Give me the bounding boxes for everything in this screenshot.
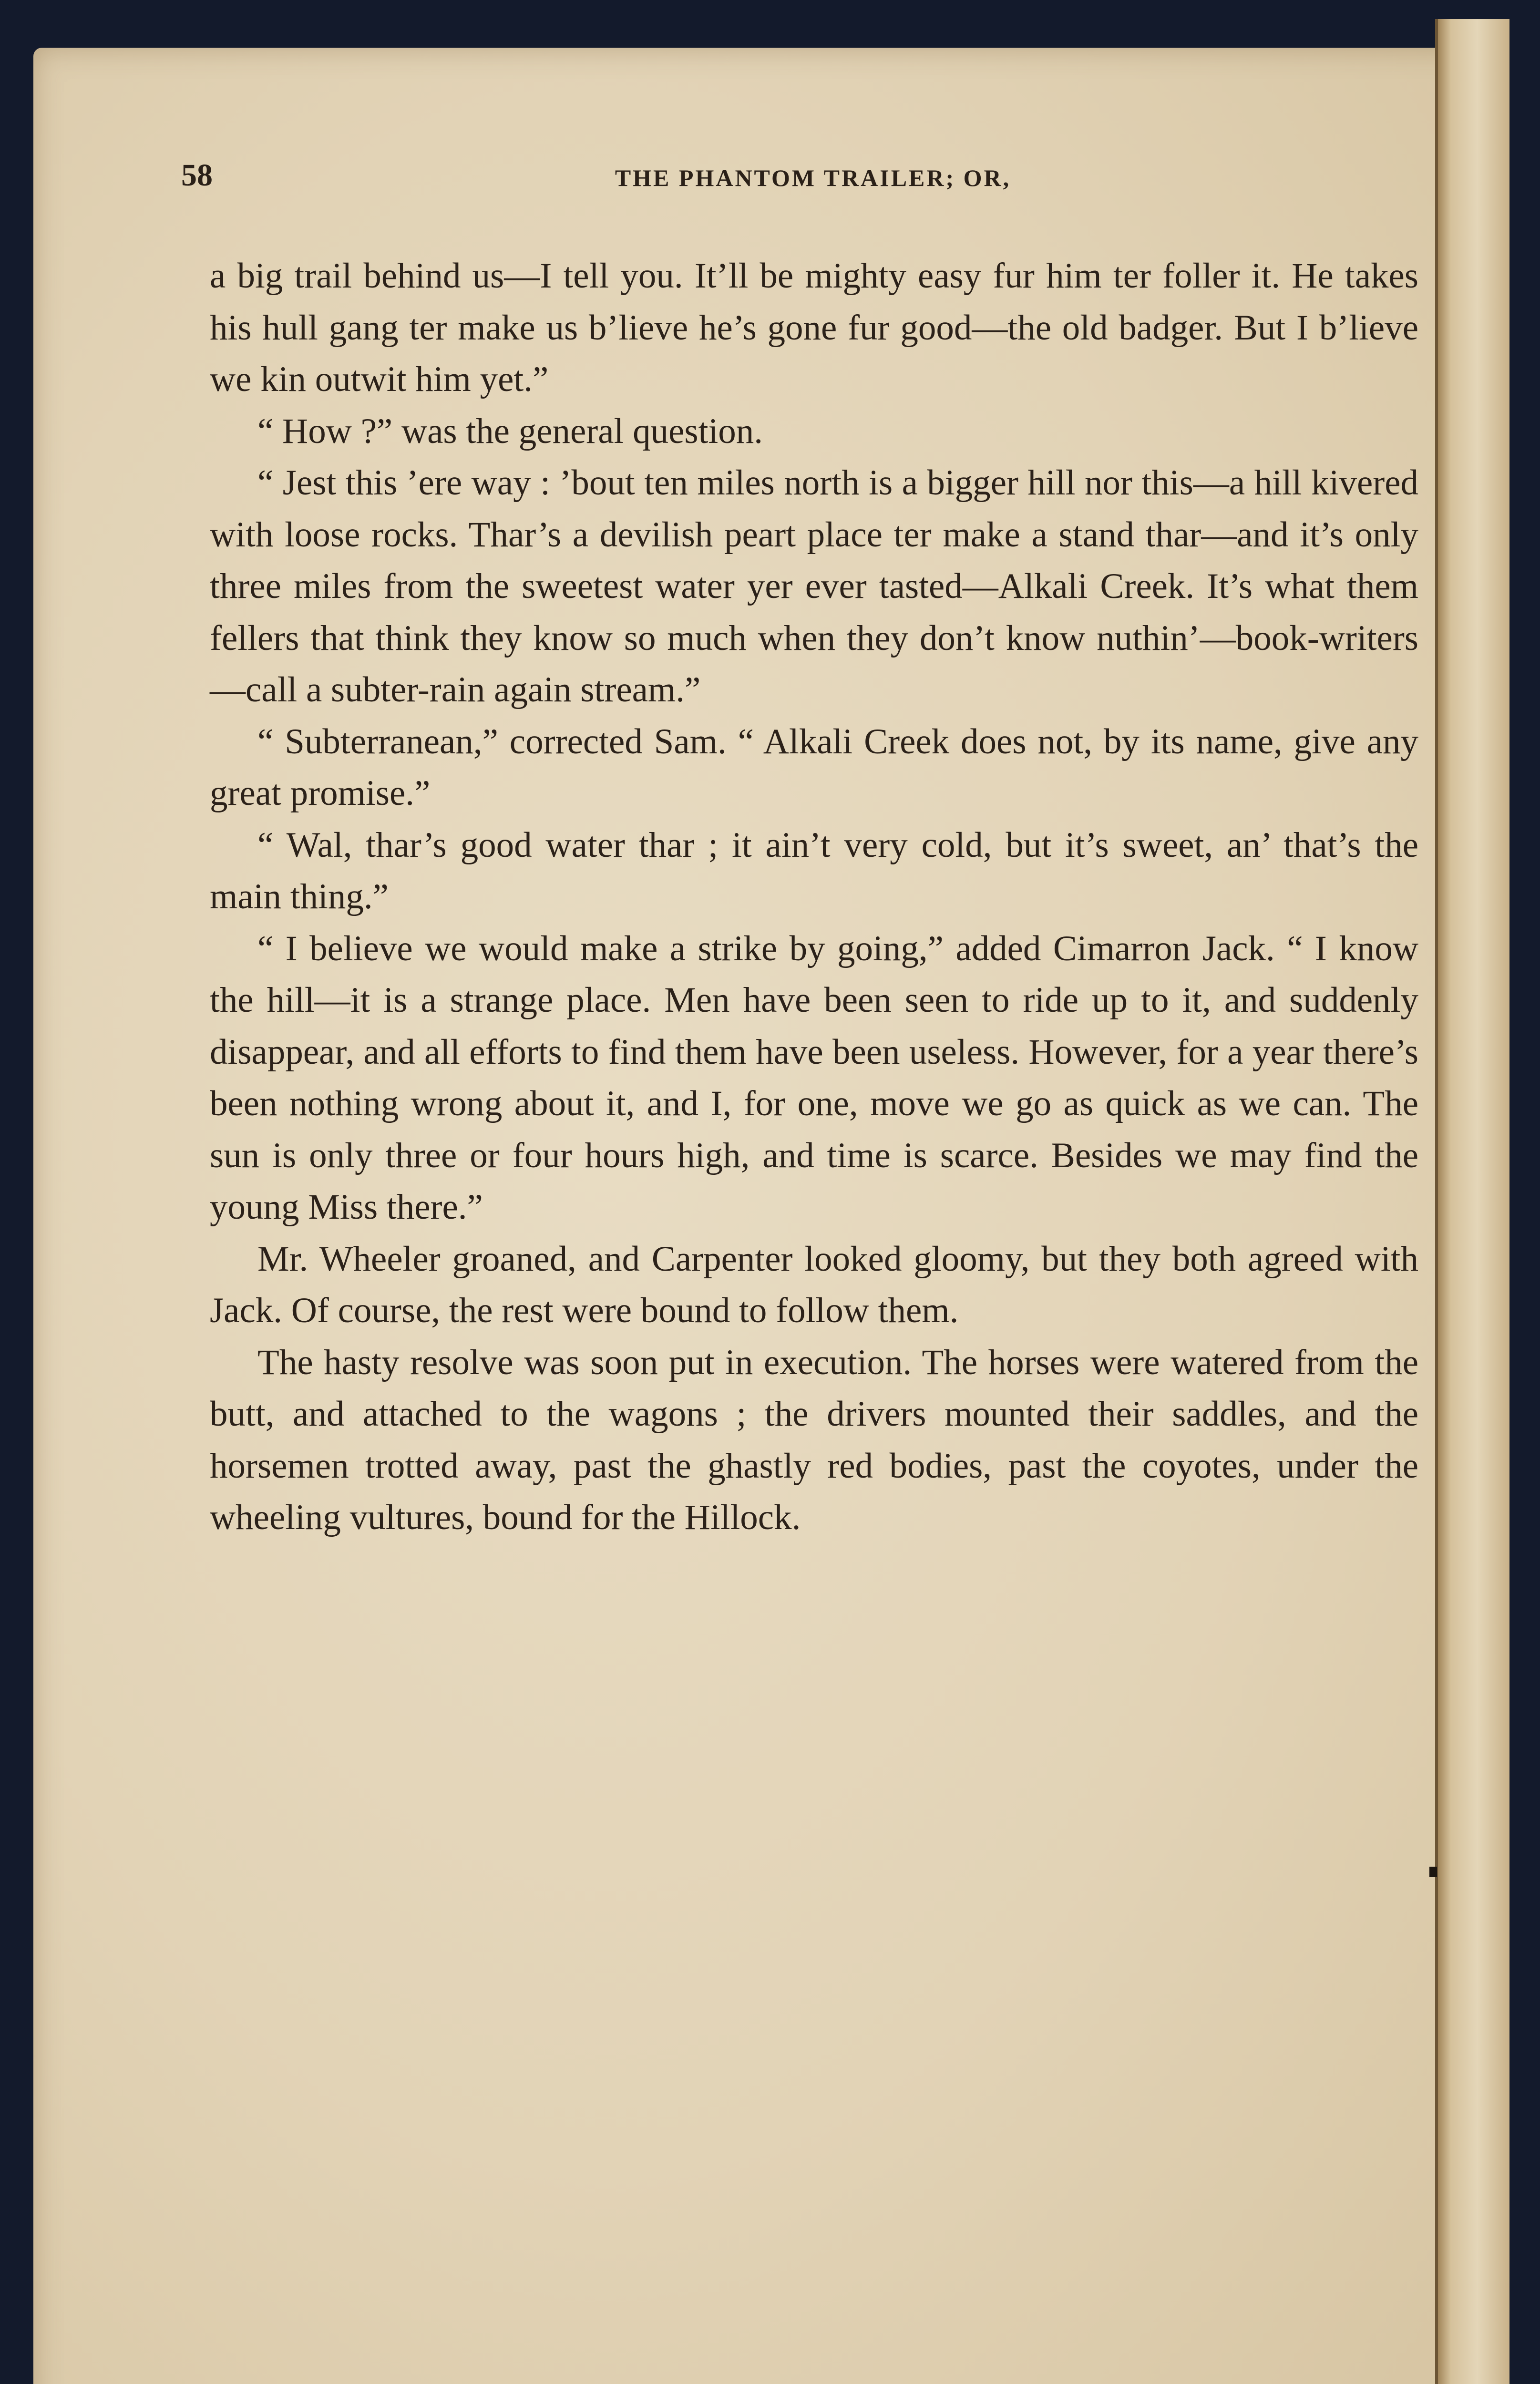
page-header xyxy=(181,157,1445,200)
paragraph: “ Wal, thar’s good water thar ; it ain’t very cold, but it’s sweet, an’ that’s the main thing.” xyxy=(210,825,1418,916)
book-spine xyxy=(1435,19,1509,2384)
page-number: 58 xyxy=(181,158,213,193)
paragraph: Mr. Wheeler groaned, and Carpenter looked gloomy, but they both agreed with Jack. Of course, the rest were bound to follow them. xyxy=(210,1239,1418,1330)
paragraph: “ Subterranean,” corrected Sam. “ Alkali Creek does not, by its name, give any great promise.” xyxy=(210,721,1418,813)
paragraph: “ How ?” was the general question. xyxy=(257,411,763,451)
paragraph: a big trail behind us—I tell you. It’ll be mighty easy fur him ter foller it. He takes his hull gang ter make us b’lieve he’s gone fur good—the old badger. But I b’lieve we kin outwit him yet.” xyxy=(210,256,1418,399)
paragraph: “ Jest this ’ere way : ’bout ten miles north is a bigger hill nor this—a hill kivered with loose rocks. Thar’s a devilish peart place ter make a stand thar—and it’s only three miles from the sweetest water yer ever tasted—Alkali Creek. It’s what them fellers that think they know so much when they don’t know nuthin’—book-writers—call a subter-rain again stream.” xyxy=(210,463,1418,709)
paragraph: The hasty resolve was soon put in execution. The horses were watered from the butt, and attached to the wagons ; the drivers mounted their saddles, and the horsemen trotted away, past the ghastly red bodies, past the coyotes, under the wheeling vultures, bound for the Hillock. xyxy=(210,1342,1418,1537)
body-text xyxy=(210,250,1418,1544)
running-title: THE PHANTOM TRAILER; OR, xyxy=(615,164,1011,191)
ink-speck xyxy=(1429,1867,1437,1877)
paragraph: “ I believe we would make a strike by going,” added Cimarron Jack. “ I know the hill—it is a strange place. Men have been seen to ride up to it, and suddenly disappear, and all efforts to find them have been useless. However, for a year there’s been nothing wrong about it, and I, for one, move we go as quick as we can. The sun is only three or four hours high, and time is scarce. Besides we may find the young Miss there.” xyxy=(210,928,1418,1227)
